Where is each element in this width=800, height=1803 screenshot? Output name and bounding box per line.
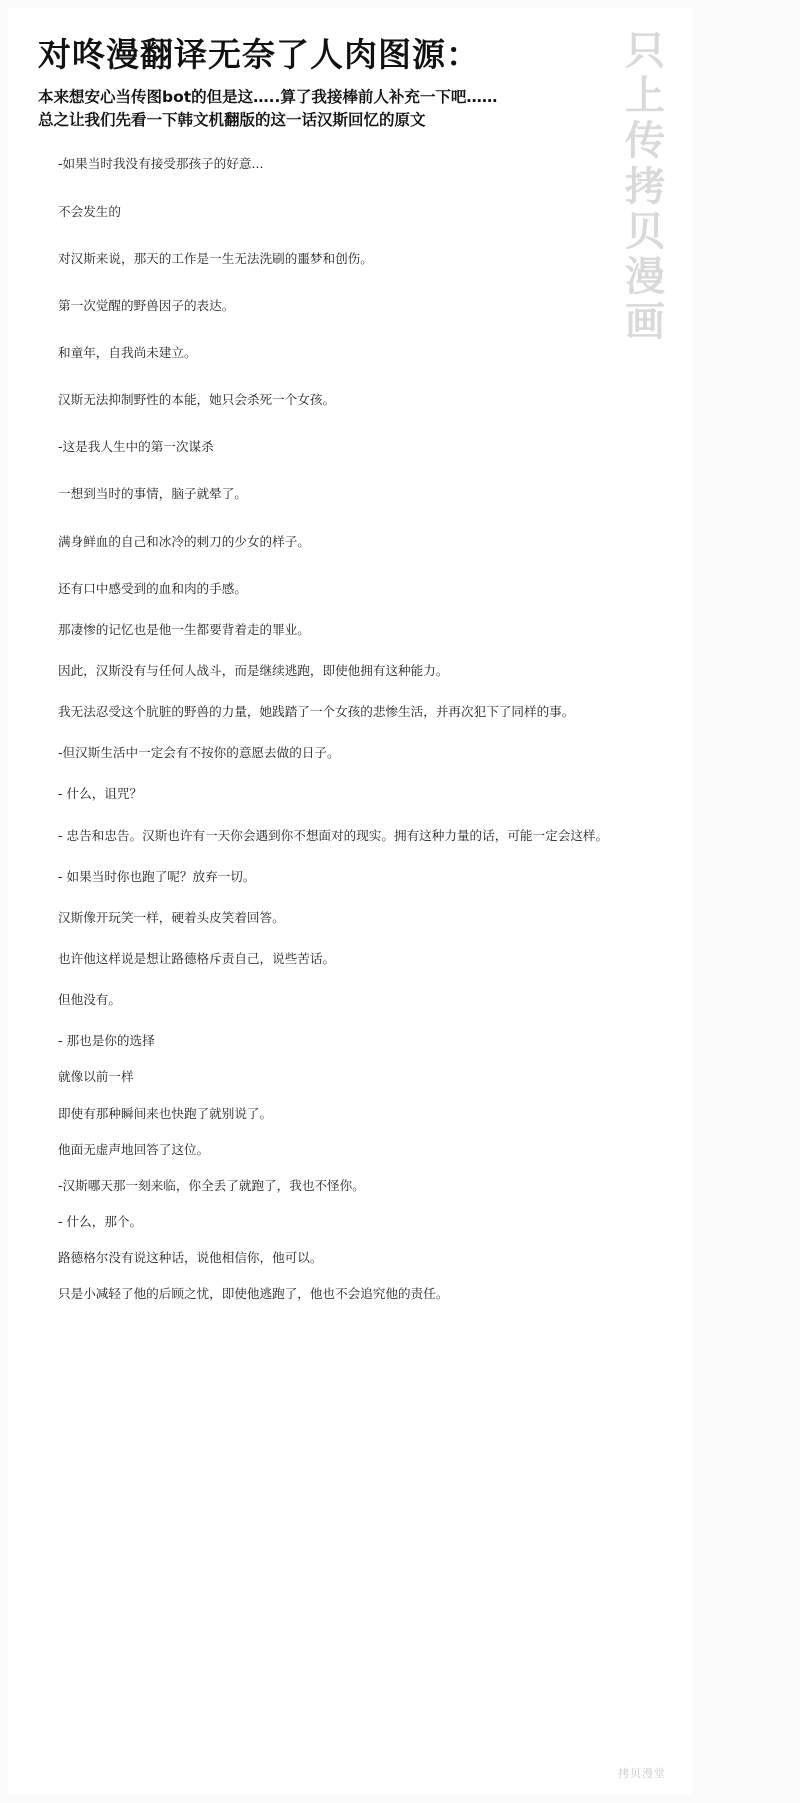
paragraph: 也许他这样说是想让路德格斥责自己，说些苦话。	[58, 950, 336, 966]
paragraph: - 如果当时你也跑了呢？放弃一切。	[58, 868, 256, 884]
paragraph: 我无法忍受这个肮脏的野兽的力量，她践踏了一个女孩的悲惨生活，并再次犯下了同样的事。	[58, 704, 575, 720]
document-sheet	[8, 8, 692, 1795]
banner-char-1: 只	[625, 27, 665, 74]
paragraph: 但他没有。	[58, 992, 121, 1008]
paragraph: -如果当时我没有接受那孩子的好意...	[58, 156, 264, 172]
banner-char-4: 拷	[625, 162, 665, 210]
page-title: 对咚漫翻译无奈了人肉图源：	[38, 35, 480, 74]
paragraph: -但汉斯生活中一定会有不按你的意愿去做的日子。	[58, 745, 340, 761]
paragraph: 即使有那种瞬间来也快跑了就别说了。	[58, 1105, 273, 1121]
document-body	[8, 132, 692, 1304]
paragraph: 那凄惨的记忆也是他一生都要背着走的罪业。	[58, 621, 310, 637]
paragraph: - 那也是你的选择	[58, 1033, 155, 1049]
paragraph: 还有口中感受到的血和肉的手感。	[58, 580, 247, 596]
paragraph: 不会发生的	[58, 203, 121, 219]
paragraph: 因此，汉斯没有与任何人战斗，而是继续逃跑，即使他拥有这种能力。	[58, 662, 449, 678]
paragraph: 第一次觉醒的野兽因子的表达。	[58, 297, 235, 313]
document-header	[8, 8, 692, 132]
paragraph: 他面无虚声地回答了这位。	[58, 1141, 210, 1157]
vertical-watermark-banner	[608, 28, 682, 344]
paragraph: - 什么，诅咒？	[58, 786, 143, 802]
paragraph: 对汉斯来说，那天的工作是一生无法洗刷的噩梦和创伤。	[58, 250, 373, 266]
subtitle-line-1: 本来想安心当传图bot的但是这…..算了我接棒前人补充一下吧……	[38, 87, 498, 106]
banner-char-2: 上	[625, 72, 665, 120]
paragraph: -汉斯哪天那一刻来临，你全丢了就跑了，我也不怪你。	[58, 1177, 365, 1193]
banner-char-3: 传	[625, 117, 665, 165]
banner-char-6: 漫	[625, 252, 665, 300]
paragraph: 就像以前一样	[58, 1069, 134, 1085]
banner-char-5: 贝	[625, 207, 665, 255]
subtitle-line-2: 总之让我们先看一下韩文机翻版的这一话汉斯回忆的原文	[38, 111, 426, 130]
paragraph: - 什么，那个。	[58, 1213, 143, 1229]
paragraph: 只是小减轻了他的后顾之忧，即使他逃跑了，他也不会追究他的责任。	[58, 1286, 449, 1302]
paragraph: -这是我人生中的第一次谋杀	[58, 439, 214, 455]
subtitle-block	[38, 86, 662, 133]
paragraph: 满身鲜血的自己和冰冷的刺刀的少女的样子。	[58, 533, 310, 549]
paragraph: 汉斯像开玩笑一样，硬着头皮笑着回答。	[58, 909, 285, 925]
banner-char-7: 画	[625, 298, 665, 346]
site-watermark: 拷贝漫堂	[618, 1767, 666, 1780]
paragraph: 汉斯无法抑制野性的本能，她只会杀死一个女孩。	[58, 392, 336, 408]
paragraph: 和童年，自我尚未建立。	[58, 345, 197, 360]
paragraph: 路德格尔没有说这种话，说他相信你，他可以。	[58, 1250, 323, 1266]
paragraph: - 忠告和忠告。汉斯也许有一天你会遇到你不想面对的现实。拥有这种力量的话，可能一定会这样。	[58, 827, 609, 843]
paragraph: 一想到当时的事情，脑子就晕了。	[58, 486, 247, 502]
